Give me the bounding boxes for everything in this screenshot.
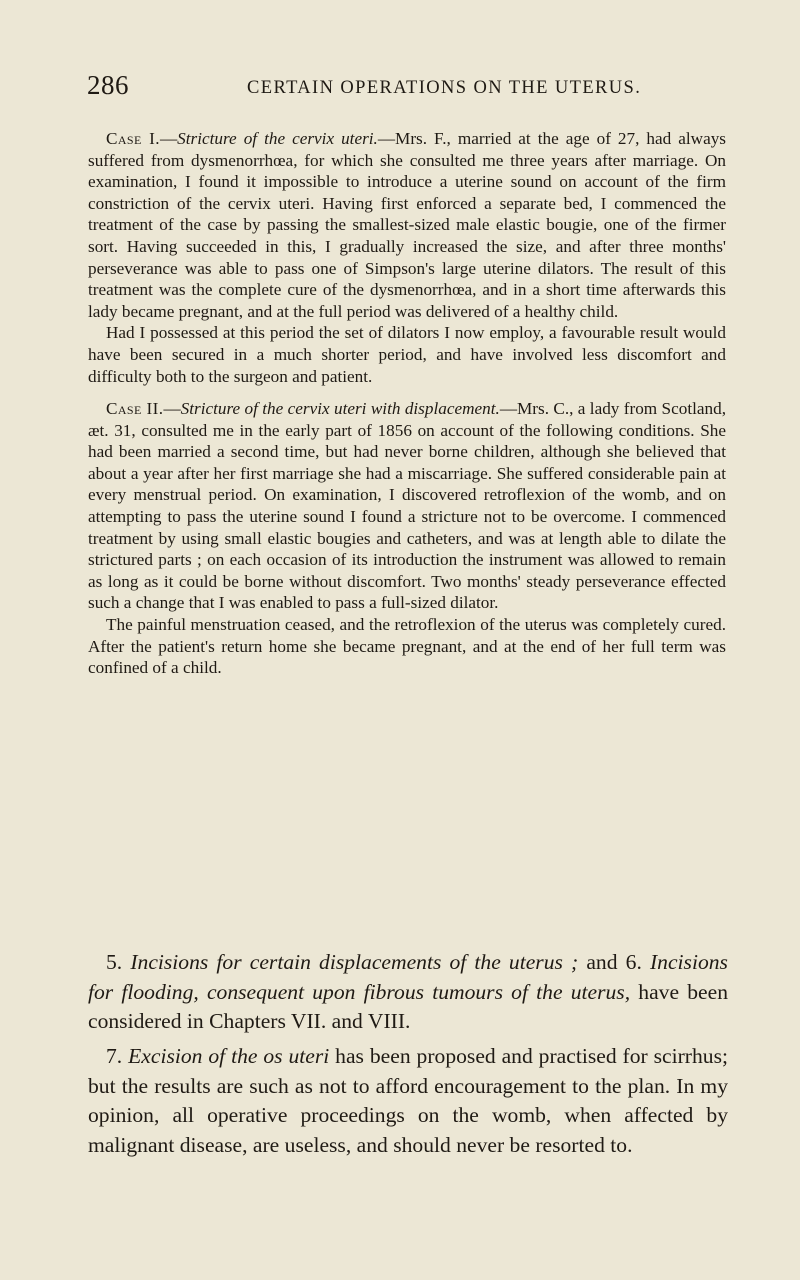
- case-one-label: Case I.: [106, 129, 160, 148]
- case-one: [88, 128, 726, 387]
- section-seven-paragraph: [88, 1042, 728, 1160]
- running-head: CERTAIN OPERATIONS ON THE UTERUS.: [247, 78, 642, 98]
- section-seven-title: Excision of the os uteri: [128, 1044, 330, 1068]
- case-two-title: Stricture of the cervix uteri with displacement.: [180, 399, 500, 418]
- section-six-number: 6.: [625, 950, 642, 974]
- section-and: and: [586, 950, 618, 974]
- section-six-title: Incisions for flooding, consequent upon fibrous tumours of the uterus,: [88, 950, 728, 1004]
- section-five-number: 5.: [106, 950, 123, 974]
- case-two-paragraph-2: The painful menstruation ceased, and the retroflexion of the uterus was completely cured. After the patient's return home she became pregnant, and at the end of her full term was confined of a child.: [88, 614, 726, 678]
- section-five-six-text: have been considered in Chapters VII. and VIII.: [88, 979, 728, 1033]
- page-header: [87, 70, 727, 110]
- case-two-label: Case II.: [106, 399, 164, 418]
- case-one-paragraph-2: Had I possessed at this period the set of dilators I now employ, a favourable result would have been secured in a much shorter period, and have involved less discomfort and difficulty both to the surgeon and patient.: [88, 323, 726, 386]
- section-seven-text: has been proposed and practised for scirrhus; but the results are such as not to afford encouragement to the plan. In my opinion, all operative proceedings on the womb, when affected by malignant disease, are useless, and should never be resorted to.: [88, 1044, 728, 1157]
- section-five-six-paragraph: [88, 948, 728, 1037]
- case-one-paragraph-1: Case I.—Stricture of the cervix uteri.—Mrs. F., married at the age of 27, had always suffered from dysmenorrhœa, for which she consulted me three years after marriage. On examination, I found it impossible to introduce a uterine sound on account of the firm constriction of the cervix uteri. Having first enforced a separate bed, I commenced the treatment of the case by passing the smallest-sized male elastic bougie, one of the firmer sort. Having succeeded in this, I gradually increased the size, and after three months' perseverance was able to pass one of Simpson's large uterine dilators. The result of this treatment was the complete cure of the dysmenorrhœa, and in a short time afterwards this lady became pregnant, and at the full period was delivered of a healthy child.: [88, 129, 726, 321]
- section-five-six: [88, 948, 728, 1037]
- case-one-title: Stricture of the cervix uteri.: [177, 129, 378, 148]
- case-one-text: Mrs. F., married at the age of 27, had always suffered from dysmenorrhœa, for which she consulted me three years after marriage. On examination, I found it impossible to introduce a uterine sound on account of the firm constriction of the cervix uteri. Having first enforced a separate bed, I commenced the treatment of the case by passing the smallest-sized male elastic bougie, one of the firmer sort. Having succeeded in this, I gradually increased the size, and after three months' perseverance was able to pass one of Simpson's large uterine dilators. The result of this treatment was the complete cure of the dysmenorrhœa, and in a short time afterwards this lady became pregnant, and at the full period was delivered of a healthy child.: [88, 129, 726, 321]
- case-two: [88, 398, 726, 679]
- section-seven-number: 7.: [106, 1044, 123, 1068]
- case-two-text: Mrs. C., a lady from Scotland, æt. 31, consulted me in the early part of 1856 on account of the following conditions. She had been married a second time, but had never borne children, although she believed that about a year after her first marriage she had a miscarriage. She suffered considerable pain at every menstrual period. On examination, I discovered retroflexion of the womb, and on attempting to pass the uterine sound I found a stricture not to be overcome. I commenced treatment by using small elastic bougies and catheters, and was at length able to dilate the strictured parts ; on each occasion of its introduction the instrument was allowed to remain as long as it could be borne without discomfort. Two months' steady perseverance effected such a change that I was enabled to pass a full-sized dilator.: [88, 399, 726, 613]
- section-seven: [88, 1042, 728, 1160]
- case-two-paragraph-1: Case II.—Stricture of the cervix uteri with displacement.—Mrs. C., a lady from Scotland, æt. 31, consulted me in the early part of 1856 on account of the following conditions. She had been married a second time, but had never borne children, although she believed that about a year after her first marriage she had a miscarriage. She suffered considerable pain at every menstrual period. On examination, I discovered retroflexion of the womb, and on attempting to pass the uterine sound I found a stricture not to be overcome. I commenced treatment by using small elastic bougies and catheters, and was at length able to dilate the strictured parts ; on each occasion of its introduction the instrument was allowed to remain as long as it could be borne without discomfort. Two months' steady perseverance effected such a change that I was enabled to pass a full-sized dilator.: [88, 399, 726, 613]
- section-five-title: Incisions for certain displacements of the uterus ;: [130, 950, 579, 974]
- page-number: 286: [87, 70, 129, 100]
